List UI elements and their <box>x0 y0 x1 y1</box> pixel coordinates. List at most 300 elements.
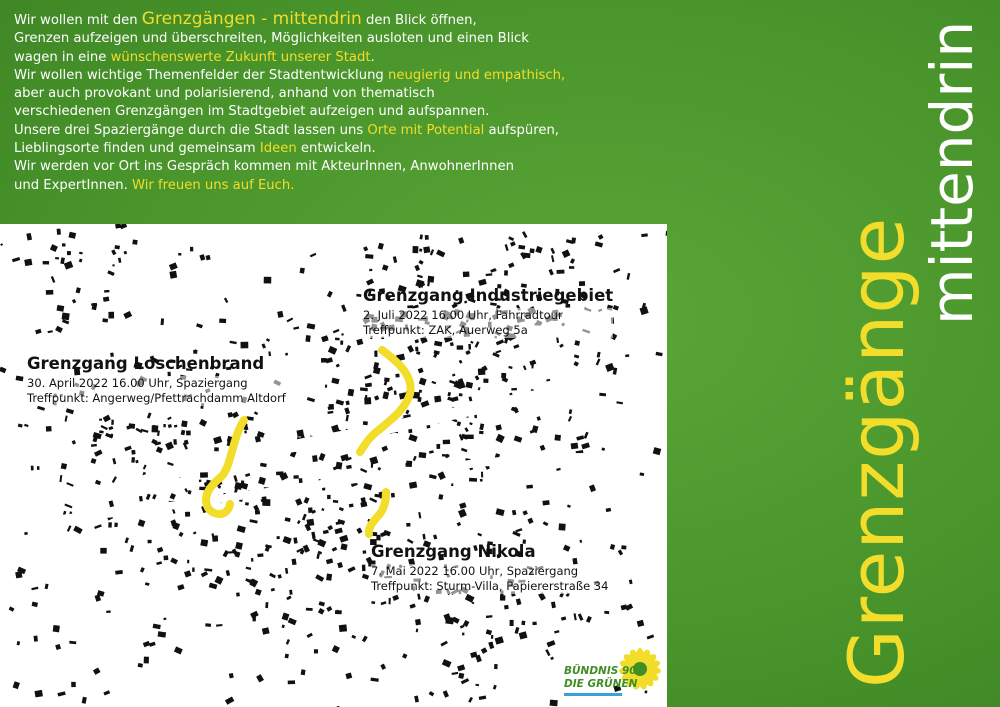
building-block <box>327 525 333 530</box>
tour-meeting-point: Treffpunkt: ZAK, Auerweg 5a <box>363 323 613 338</box>
building-block <box>105 433 113 439</box>
intro-line: Wir werden vor Ort ins Gespräch kommen mit AkteurInnen, AnwohnerInnen <box>14 159 514 175</box>
building-block <box>288 680 295 684</box>
building-block <box>128 423 135 429</box>
building-block <box>111 420 114 425</box>
building-block <box>535 246 542 253</box>
building-block <box>125 537 129 543</box>
building-block <box>55 326 63 333</box>
building-block <box>64 261 73 270</box>
intro-line: aber auch provokant und polarisierend, anhand von thematisch <box>14 86 435 102</box>
building-block <box>423 246 430 253</box>
building-block <box>262 627 270 635</box>
building-block <box>418 368 424 374</box>
building-block <box>335 338 340 341</box>
building-block <box>206 255 211 260</box>
building-block <box>335 610 342 614</box>
building-block <box>179 532 184 537</box>
building-block <box>286 596 291 601</box>
building-block <box>363 550 367 554</box>
building-block <box>511 388 517 391</box>
building-block <box>447 392 451 396</box>
building-block <box>339 535 348 543</box>
building-block <box>327 411 333 414</box>
building-block <box>431 381 436 384</box>
building-block <box>146 494 151 500</box>
building-block <box>328 346 337 355</box>
building-block <box>12 257 20 262</box>
building-block <box>60 257 65 264</box>
building-block <box>177 584 184 590</box>
building-block <box>478 387 481 391</box>
building-block <box>236 592 240 596</box>
building-block <box>346 465 352 469</box>
building-block <box>229 341 236 345</box>
building-block <box>66 482 73 487</box>
building-block <box>457 345 463 349</box>
building-block <box>363 246 368 251</box>
building-block <box>627 273 631 280</box>
building-block <box>326 574 332 581</box>
building-block <box>356 339 363 346</box>
building-block <box>382 391 389 399</box>
building-block <box>114 245 119 249</box>
building-block <box>443 440 450 445</box>
building-block <box>340 341 343 345</box>
building-block <box>584 432 589 439</box>
building-block <box>65 416 68 422</box>
building-block <box>82 697 87 704</box>
building-block <box>169 271 177 279</box>
building-block <box>339 624 347 632</box>
building-block <box>310 253 317 258</box>
building-block <box>106 610 111 613</box>
building-block <box>173 439 177 445</box>
building-block <box>363 421 368 425</box>
building-block <box>417 593 421 600</box>
building-block <box>339 507 344 511</box>
building-block <box>245 502 249 506</box>
building-block <box>465 382 473 389</box>
intro-line: Unsere drei Spaziergänge durch die Stadt lassen uns <box>14 122 368 138</box>
building-block <box>348 566 356 572</box>
building-block <box>529 360 536 366</box>
building-block <box>613 305 619 310</box>
building-block <box>91 444 97 447</box>
building-block <box>496 424 502 430</box>
building-block <box>429 474 437 479</box>
building-block <box>515 627 520 634</box>
building-block <box>416 351 420 355</box>
tour-meeting-point: Treffpunkt: Sturm-Villa, Papiererstraße 34 <box>371 579 609 593</box>
building-block <box>260 463 267 468</box>
intro-line: Wir wollen wichtige Themenfelder der Stadtentwicklung <box>14 67 388 83</box>
building-block <box>156 561 162 565</box>
building-block <box>495 636 504 644</box>
building-block <box>316 553 319 559</box>
building-block <box>418 260 423 265</box>
building-block <box>307 633 313 638</box>
building-block <box>170 558 178 565</box>
building-block <box>451 483 453 486</box>
building-block <box>345 672 352 679</box>
building-block <box>438 494 443 500</box>
building-block <box>318 608 325 615</box>
building-block <box>589 484 596 492</box>
building-block <box>168 446 171 449</box>
building-block <box>547 640 556 647</box>
building-block <box>190 247 193 252</box>
building-block <box>501 373 506 378</box>
building-block <box>289 590 292 595</box>
building-block <box>450 342 454 346</box>
building-block <box>513 344 519 349</box>
building-block <box>488 641 494 649</box>
building-block <box>415 347 418 352</box>
building-block <box>0 243 3 246</box>
building-block <box>508 262 514 268</box>
building-block <box>516 598 522 605</box>
building-block <box>475 375 480 380</box>
building-block <box>434 395 441 402</box>
tour-title: Grenzgang Nikola <box>371 542 536 561</box>
building-block <box>412 246 418 253</box>
building-block <box>115 224 121 229</box>
building-block <box>376 535 380 541</box>
building-block <box>258 477 266 485</box>
building-block <box>34 636 38 642</box>
building-block <box>123 311 132 319</box>
building-block <box>264 277 272 284</box>
building-block <box>321 508 324 511</box>
building-block <box>483 379 488 383</box>
building-block <box>226 570 231 576</box>
building-block <box>214 576 223 585</box>
building-block <box>307 397 315 402</box>
building-block <box>461 448 468 452</box>
building-block <box>104 290 109 293</box>
building-block <box>451 396 459 402</box>
building-block <box>405 463 410 467</box>
building-block <box>157 547 164 553</box>
intro-line: . <box>370 49 375 65</box>
building-block <box>108 312 114 319</box>
building-block <box>237 525 246 533</box>
building-block <box>512 510 516 515</box>
building-block <box>112 458 116 464</box>
tour-date: 2. Juli 2022 16.00 Uhr, Fahrradtour <box>363 308 613 323</box>
building-block <box>131 457 135 463</box>
building-block <box>557 270 565 274</box>
building-block <box>527 518 533 524</box>
building-block <box>495 350 501 354</box>
building-block <box>370 678 378 682</box>
intro-line: und ExpertInnen. <box>14 177 132 193</box>
intro-line: Wir wollen mit den <box>14 13 142 28</box>
building-block <box>45 584 49 590</box>
building-block <box>269 573 276 578</box>
building-block <box>152 425 159 432</box>
building-block <box>419 452 427 458</box>
logo-line-2: DIE GRÜNEN <box>564 678 638 690</box>
building-block <box>465 594 475 603</box>
building-block <box>312 455 318 462</box>
intro-highlight: Wir freuen uns auf Euch. <box>131 177 295 193</box>
building-block <box>496 508 505 516</box>
building-block <box>254 411 258 415</box>
intro-line: Lieblingsorte finden und gemeinsam <box>14 141 260 157</box>
building-block <box>380 664 386 670</box>
building-block <box>332 645 340 653</box>
building-block <box>99 430 104 433</box>
building-block <box>625 354 629 357</box>
intro-line: den Blick öffnen, <box>361 13 477 28</box>
building-block <box>170 493 176 500</box>
building-block <box>374 395 379 400</box>
building-block <box>161 318 165 325</box>
building-block <box>99 419 102 421</box>
building-block <box>178 253 181 256</box>
building-block <box>304 497 310 504</box>
building-block <box>394 390 397 394</box>
building-block <box>188 490 192 495</box>
building-block <box>574 354 579 358</box>
building-block <box>606 508 612 512</box>
building-block <box>529 248 534 253</box>
building-block <box>57 691 65 696</box>
building-block <box>17 641 21 645</box>
building-block <box>0 367 7 374</box>
logo-bar <box>564 693 622 696</box>
building-block <box>250 611 259 619</box>
building-block <box>551 602 556 609</box>
building-block <box>478 368 486 375</box>
building-block <box>16 376 24 382</box>
building-block <box>458 673 464 679</box>
building-block <box>510 620 514 626</box>
building-block <box>293 326 299 329</box>
building-block <box>132 240 137 245</box>
building-block <box>581 442 590 449</box>
building-block <box>504 605 509 610</box>
building-block <box>546 379 550 382</box>
building-block <box>407 345 414 353</box>
building-block <box>613 268 620 273</box>
building-block <box>452 373 456 376</box>
building-block <box>24 532 28 535</box>
building-block <box>265 602 268 608</box>
building-block <box>118 258 121 263</box>
building-block <box>62 313 70 321</box>
building-block <box>185 512 190 517</box>
building-block <box>326 558 333 564</box>
building-block <box>345 415 348 422</box>
building-block <box>556 468 561 471</box>
building-block <box>57 229 61 235</box>
building-block <box>308 507 313 513</box>
building-block <box>223 550 229 557</box>
building-block <box>578 613 584 621</box>
building-block <box>293 537 297 543</box>
intro-line: Grenzen aufzeigen und überschreiten, Möglichkeiten ausloten und einen Blick <box>14 31 529 47</box>
building-block <box>219 319 226 324</box>
building-block <box>286 639 290 645</box>
building-block <box>302 514 307 521</box>
building-block <box>381 446 388 452</box>
building-block <box>266 338 270 342</box>
building-block <box>216 624 222 627</box>
building-block <box>147 412 152 418</box>
building-block <box>356 527 362 533</box>
building-block <box>145 582 150 586</box>
building-block <box>344 407 350 414</box>
building-block <box>486 629 492 635</box>
building-block <box>68 232 76 239</box>
building-block <box>424 595 430 602</box>
building-block <box>214 447 219 451</box>
intro-highlight: wünschenswerte Zukunft unserer Stadt <box>110 49 371 65</box>
building-block <box>285 568 288 574</box>
building-block <box>647 634 655 639</box>
building-block <box>436 250 445 258</box>
building-block <box>641 233 648 237</box>
building-block <box>67 525 72 532</box>
tour-nikola <box>371 542 608 594</box>
building-block <box>351 635 356 639</box>
building-block <box>523 365 527 370</box>
building-block <box>537 416 541 421</box>
building-block <box>156 447 163 454</box>
building-block <box>136 428 143 433</box>
building-block <box>167 416 172 420</box>
building-block <box>199 419 207 427</box>
building-block <box>475 684 479 687</box>
building-block <box>458 509 467 518</box>
building-block <box>389 598 391 604</box>
building-block <box>297 520 301 524</box>
building-block <box>526 485 533 489</box>
building-block <box>294 475 299 478</box>
building-block <box>348 389 355 397</box>
building-block <box>297 429 305 436</box>
building-block <box>32 602 38 607</box>
building-block <box>241 480 245 484</box>
building-block <box>486 273 493 276</box>
building-block <box>213 436 222 444</box>
building-block <box>256 674 264 682</box>
building-block <box>35 329 42 334</box>
building-block <box>425 235 429 240</box>
building-block <box>244 431 247 434</box>
building-block <box>414 265 420 271</box>
building-block <box>149 642 156 647</box>
building-block <box>311 532 315 539</box>
building-block <box>365 254 373 259</box>
building-block <box>143 465 147 470</box>
intro-highlight: Grenzgängen - mittendrin <box>141 9 362 29</box>
building-block <box>543 521 549 526</box>
building-block <box>362 636 368 643</box>
building-block <box>59 475 62 482</box>
building-block <box>362 498 365 503</box>
building-block <box>418 512 421 518</box>
building-block <box>319 453 326 461</box>
building-block <box>174 646 183 654</box>
building-block <box>469 478 477 482</box>
building-block <box>413 456 417 461</box>
building-block <box>112 476 117 483</box>
building-block <box>94 524 102 529</box>
building-block <box>283 536 292 544</box>
building-block <box>469 396 473 401</box>
building-block <box>205 623 211 627</box>
building-block <box>346 400 350 405</box>
building-block <box>107 270 114 276</box>
building-block <box>438 471 446 480</box>
building-block <box>459 393 463 396</box>
building-block <box>419 234 422 239</box>
building-block <box>285 654 289 659</box>
building-block <box>492 269 496 271</box>
building-block <box>459 502 466 509</box>
building-block <box>109 500 114 507</box>
building-block <box>148 540 152 544</box>
building-block <box>314 649 318 653</box>
building-block <box>317 539 326 548</box>
building-block <box>277 311 283 318</box>
building-block <box>61 463 67 470</box>
building-block <box>55 257 59 259</box>
building-block <box>434 341 442 347</box>
building-block <box>292 559 297 566</box>
tour-industriegebiet <box>363 286 613 338</box>
building-block <box>169 262 178 270</box>
building-block <box>481 472 483 478</box>
building-block <box>518 245 525 250</box>
building-block <box>360 502 367 508</box>
building-block <box>494 664 497 669</box>
building-block <box>323 530 329 534</box>
building-block <box>201 571 208 577</box>
building-block <box>406 523 410 527</box>
building-block <box>233 475 237 482</box>
building-block <box>187 560 189 563</box>
building-block <box>470 341 473 344</box>
building-block <box>463 271 470 277</box>
building-block <box>229 673 234 678</box>
building-block <box>331 378 339 385</box>
building-block <box>415 339 419 343</box>
building-block <box>415 619 421 625</box>
building-block <box>410 604 416 609</box>
building-block <box>341 333 343 335</box>
building-block <box>18 424 23 428</box>
building-block <box>452 672 459 675</box>
building-block <box>108 522 112 527</box>
building-block <box>442 659 452 668</box>
building-block <box>419 378 427 386</box>
building-block <box>464 427 468 432</box>
building-block <box>369 456 378 465</box>
building-block <box>135 460 139 464</box>
building-block <box>93 668 101 675</box>
building-block <box>469 422 473 425</box>
building-block <box>366 279 374 286</box>
building-block <box>341 304 347 312</box>
building-block <box>241 342 249 349</box>
building-block <box>610 544 615 550</box>
building-block <box>465 350 470 355</box>
